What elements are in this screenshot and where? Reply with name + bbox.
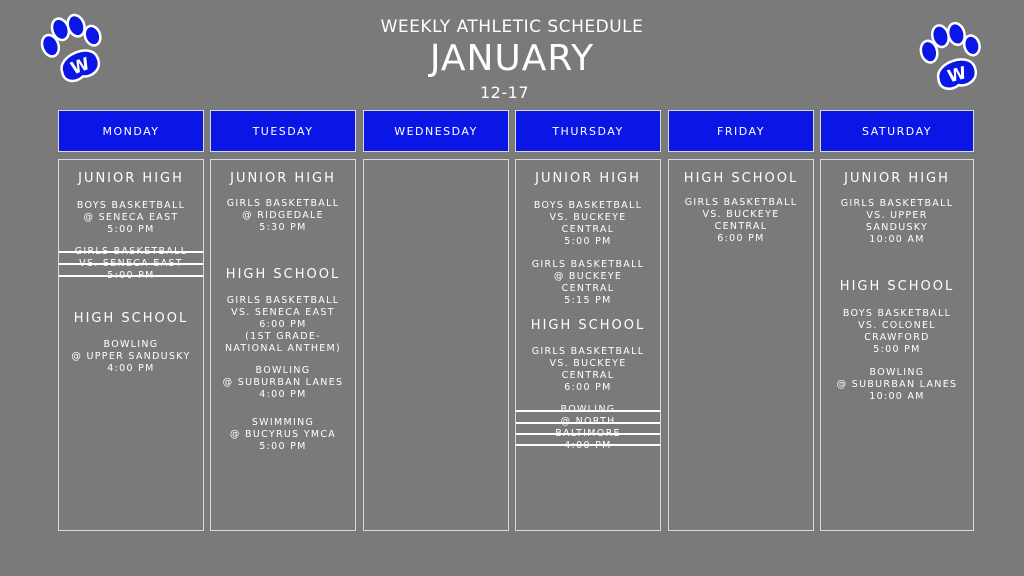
section-title: HIGH SCHOOL — [225, 267, 341, 282]
section-title: HIGH SCHOOL — [73, 311, 189, 326]
event: GIRLS BASKETBALL VS. UPPER SANDUSKY 10:00 AM — [840, 198, 954, 245]
event: GIRLS BASKETBALL @ BUCKEYE CENTRAL 5:15 PM — [531, 259, 645, 306]
event: GIRLS BASKETBALL VS. SENECA EAST 6:00 PM (1ST GRADE- NATIONAL ANTHEM) — [224, 295, 342, 354]
day-header-friday: FRIDAY — [668, 110, 814, 152]
strike-line — [516, 410, 660, 412]
schedule-subtitle: WEEKLY ATHLETIC SCHEDULE — [380, 17, 644, 37]
section-title: JUNIOR HIGH — [230, 171, 336, 186]
event: BOYS BASKETBALL VS. BUCKEYE CENTRAL 5:00 PM — [533, 200, 643, 247]
day-column-wednesday — [363, 159, 509, 531]
strike-line — [516, 444, 660, 446]
event: BOYS BASKETBALL VS. COLONEL CRAWFORD 5:00 PM — [842, 308, 952, 355]
logo-letter: W — [945, 63, 969, 88]
event: BOYS BASKETBALL @ SENECA EAST 5:00 PM — [76, 200, 186, 235]
day-header-monday: MONDAY — [58, 110, 204, 152]
section-title: JUNIOR HIGH — [844, 171, 950, 186]
event: BOWLING @ SUBURBAN LANES 10:00 AM — [836, 367, 958, 402]
event: GIRLS BASKETBALL VS. BUCKEYE CENTRAL 6:00 PM — [531, 346, 645, 393]
day-column-tuesday — [210, 159, 356, 531]
section-title: HIGH SCHOOL — [839, 279, 955, 294]
event: BOWLING @ UPPER SANDUSKY 4:00 PM — [71, 339, 191, 374]
day-header-thursday: THURSDAY — [515, 110, 661, 152]
logo-letter: W — [68, 54, 93, 80]
event: GIRLS BASKETBALL VS. BUCKEYE CENTRAL 6:00 PM — [684, 197, 798, 244]
event: GIRLS BASKETBALL @ RIDGEDALE 5:30 PM — [226, 198, 340, 233]
strike-line — [59, 275, 203, 277]
day-header-tuesday: TUESDAY — [210, 110, 356, 152]
paw-logo-icon — [912, 20, 992, 100]
strike-line — [59, 263, 203, 265]
event: SWIMMING @ BUCYRUS YMCA 5:00 PM — [229, 417, 337, 452]
day-header-saturday: SATURDAY — [820, 110, 974, 152]
event: BOWLING @ SUBURBAN LANES 4:00 PM — [222, 365, 344, 400]
month-title: JANUARY — [429, 38, 595, 79]
strike-line — [516, 433, 660, 435]
section-title: JUNIOR HIGH — [535, 171, 641, 186]
strike-line — [59, 251, 203, 253]
day-column-friday — [668, 159, 814, 531]
day-header-wednesday: WEDNESDAY — [363, 110, 509, 152]
section-title: JUNIOR HIGH — [78, 171, 184, 186]
paw-logo-icon — [34, 12, 114, 92]
section-title: HIGH SCHOOL — [530, 318, 646, 333]
strike-line — [516, 422, 660, 424]
day-column-thursday — [515, 159, 661, 531]
day-column-saturday — [820, 159, 974, 531]
day-column-monday — [58, 159, 204, 531]
date-range: 12-17 — [480, 83, 529, 102]
section-title: HIGH SCHOOL — [683, 171, 799, 186]
